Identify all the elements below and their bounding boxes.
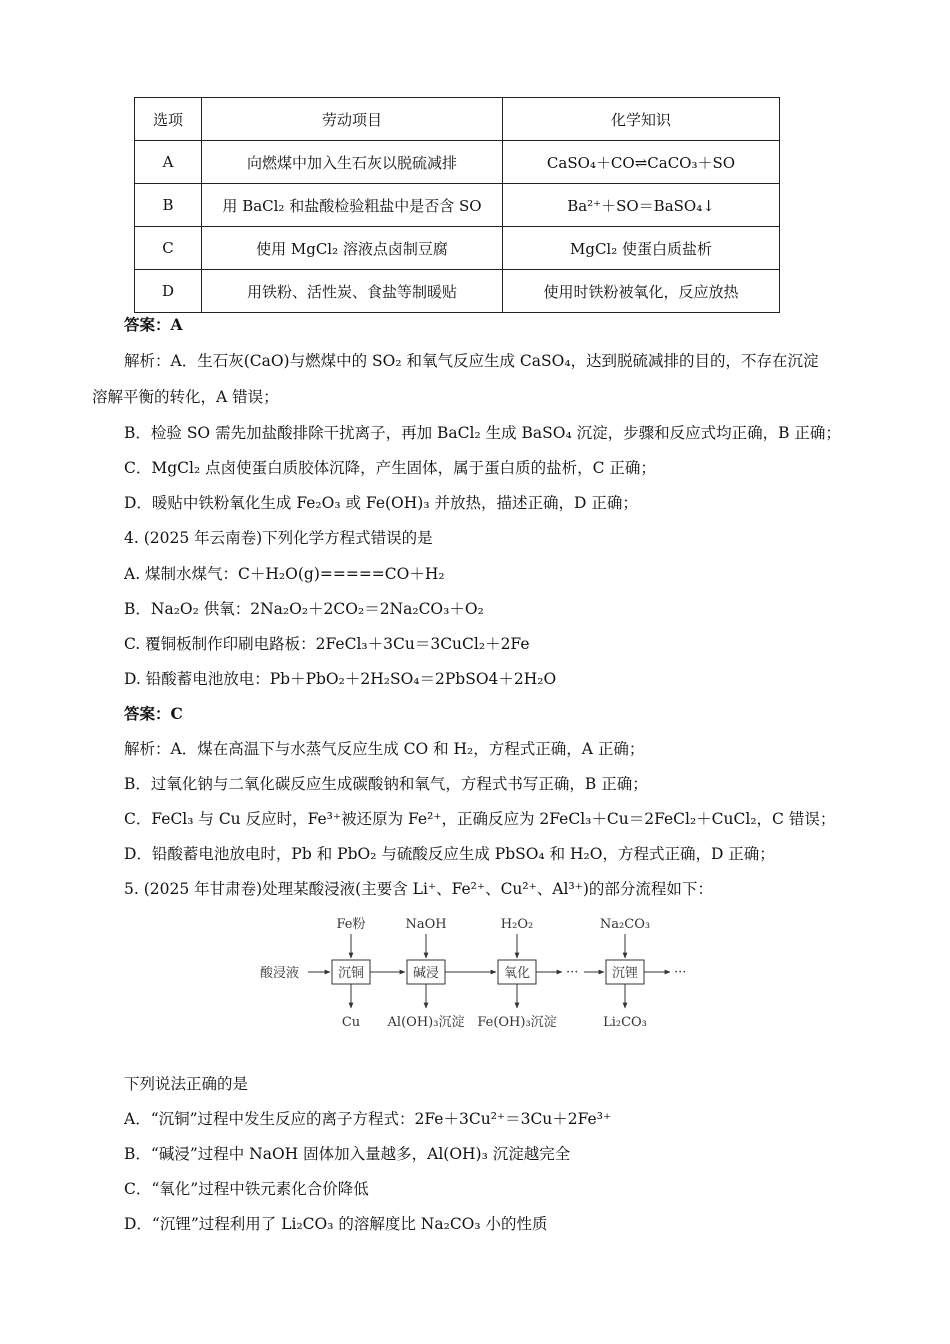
table-row: [135, 141, 780, 184]
q3-analysis-a-continued: 溶解平衡的转化，A 错误；: [92, 388, 279, 406]
q5-option-b: B．“碱浸”过程中 NaOH 固体加入量越多，Al(OH)₃ 沉淀越完全: [124, 1145, 571, 1163]
flow-reagent-label: NaOH: [405, 917, 447, 932]
flow-product-label: Fe(OH)₃沉淀: [477, 1015, 557, 1030]
q3-analysis-d: D．暖贴中铁粉氧化生成 Fe₂O₃ 或 Fe(OH)₃ 并放热，描述正确，D 正确；: [124, 494, 638, 512]
q5-question: 下列说法正确的是: [124, 1075, 249, 1093]
q3-analysis-c: C．MgCl₂ 点卤使蛋白质胶体沉降，产生固体，属于蛋白质的盐析，C 正确；: [124, 459, 656, 477]
q5-stem: 5. (2025 年甘肃卷)处理某酸浸液(主要含 Li⁺、Fe²⁺、Cu²⁺、Al³⁺)的部分流程如下：: [124, 880, 713, 898]
flow-reagent-label: Fe粉: [336, 917, 366, 932]
q4-analysis-b: B．过氧化钠与二氧化碳反应生成碳酸钠和氧气，方程式书写正确，B 正确；: [124, 775, 648, 793]
q4-option-b: B．Na₂O₂ 供氧：2Na₂O₂＋2CO₂＝2Na₂CO₃＋O₂: [124, 600, 484, 618]
flow-reagent-label: H₂O₂: [500, 917, 534, 932]
flow-step-label: 碱浸: [412, 966, 440, 981]
table-cell-option: D: [135, 270, 202, 313]
flow-reagent-label: Na₂CO₃: [599, 917, 651, 932]
flow-step-label: 沉锂: [611, 966, 639, 981]
q3-answer: 答案：A: [124, 315, 183, 334]
flow-step-label: 氧化: [503, 966, 531, 981]
flow-step-label: 沉铜: [337, 966, 365, 981]
flow-ellipsis: ···: [674, 965, 687, 980]
table-header-row: [135, 98, 780, 141]
table-cell-option: A: [135, 141, 202, 184]
table-cell-task: 向燃煤中加入生石灰以脱硫减排: [202, 141, 503, 184]
table-cell-chemistry: 使用时铁粉被氧化，反应放热: [503, 270, 780, 313]
q4-option-a: A. 煤制水煤气：C＋H₂O(g)=====CO＋H₂: [124, 565, 445, 583]
q4-answer: 答案：C: [124, 704, 183, 723]
flow-ellipsis: ···: [566, 965, 579, 980]
q4-analysis-c: C．FeCl₃ 与 Cu 反应时，Fe³⁺被还原为 Fe²⁺，正确反应为 2FeCl₃＋Cu＝2FeCl₂＋CuCl₂，C 错误；: [124, 810, 836, 828]
process-flow-diagram: [250, 910, 720, 1035]
q5-option-d: D．“沉锂”过程利用了 Li₂CO₃ 的溶解度比 Na₂CO₃ 小的性质: [124, 1215, 548, 1233]
flow-input-label: 酸浸液: [260, 966, 300, 981]
table-cell-chemistry: CaSO₄＋CO⇌CaCO₃＋SO: [503, 141, 780, 184]
q4-option-d: D. 铅酸蓄电池放电：Pb＋PbO₂＋2H₂SO₄＝2PbSO4＋2H₂O: [124, 670, 557, 688]
q5-option-c: C．“氧化”过程中铁元素化合价降低: [124, 1180, 369, 1198]
question-table: [134, 97, 780, 313]
q4-analysis-a: 解析：A．煤在高温下与水蒸气反应生成 CO 和 H₂，方程式正确，A 正确；: [124, 740, 645, 758]
table-cell-task: 使用 MgCl₂ 溶液点卤制豆腐: [202, 227, 503, 270]
table-cell-option: C: [135, 227, 202, 270]
q3-analysis-a: 解析：A．生石灰(CaO)与燃煤中的 SO₂ 和氧气反应生成 CaSO₄，达到脱硫减排的目的，不存在沉淀: [124, 352, 819, 370]
flow-product-label: Cu: [341, 1015, 361, 1030]
table-cell-chemistry: Ba²⁺＋SO＝BaSO₄↓: [503, 184, 780, 227]
table-cell-option: B: [135, 184, 202, 227]
table-header-cell: 化学知识: [503, 98, 780, 141]
flow-product-label: Al(OH)₃沉淀: [387, 1015, 465, 1030]
table-header-cell: 选项: [135, 98, 202, 141]
q3-analysis-b: B．检验 SO 需先加盐酸排除干扰离子，再加 BaCl₂ 生成 BaSO₄ 沉淀，步骤和反应式均正确，B 正确；: [124, 424, 841, 442]
table-row: [135, 227, 780, 270]
table-row: [135, 184, 780, 227]
table-header-cell: 劳动项目: [202, 98, 503, 141]
table-cell-chemistry: MgCl₂ 使蛋白质盐析: [503, 227, 780, 270]
table-row: [135, 270, 780, 313]
q5-option-a: A．“沉铜”过程中发生反应的离子方程式：2Fe＋3Cu²⁺＝3Cu＋2Fe³⁺: [124, 1110, 612, 1128]
q4-analysis-d: D．铅酸蓄电池放电时，Pb 和 PbO₂ 与硫酸反应生成 PbSO₄ 和 H₂O，方程式正确，D 正确；: [124, 845, 775, 863]
table-cell-task: 用铁粉、活性炭、食盐等制暖贴: [202, 270, 503, 313]
table-cell-task: 用 BaCl₂ 和盐酸检验粗盐中是否含 SO: [202, 184, 503, 227]
q4-stem: 4. (2025 年云南卷)下列化学方程式错误的是: [124, 529, 433, 547]
flow-product-label: Li₂CO₃: [603, 1015, 647, 1030]
q4-option-c: C. 覆铜板制作印刷电路板：2FeCl₃＋3Cu＝3CuCl₂＋2Fe: [124, 635, 530, 653]
